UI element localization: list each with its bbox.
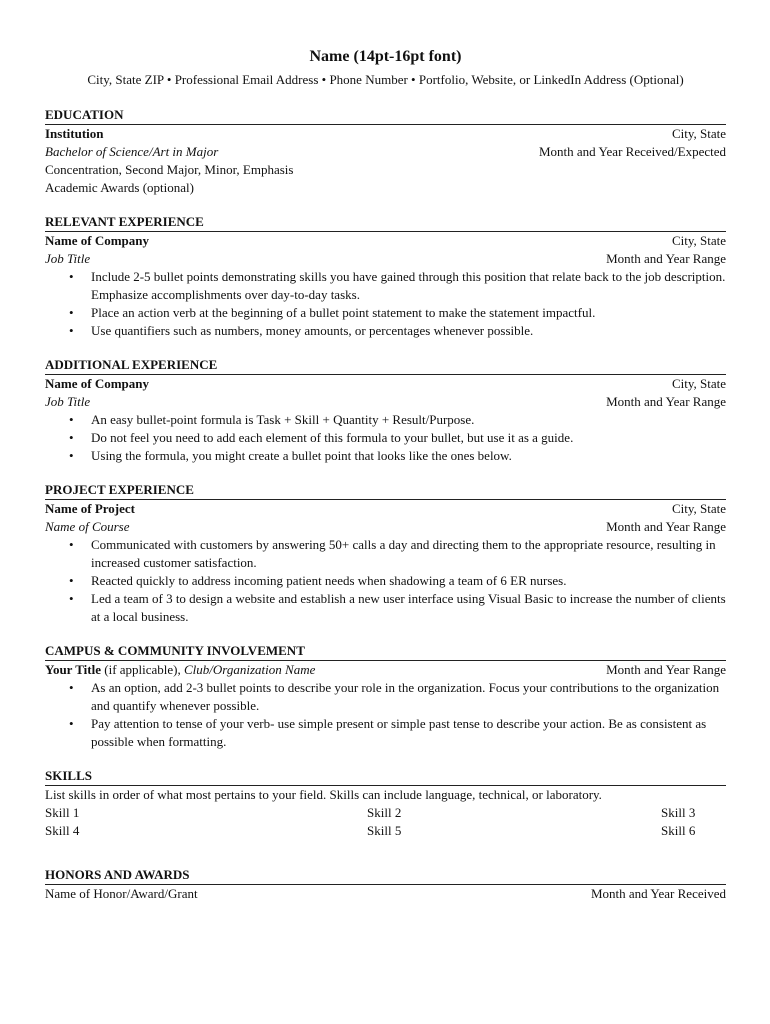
bullet-item: • Include 2-5 bullet points demonstrating skills you have gained through this position that relate back to the job description. Emphasize accomplishments over day-to-day tasks. <box>91 268 726 304</box>
degree-date: Month and Year Received/Expected <box>538 144 726 159</box>
skills-row <box>45 804 726 822</box>
section-heading-campus: CAMPUS & COMMUNITY INVOLVEMENT <box>45 642 726 661</box>
project-experience-section <box>45 481 726 626</box>
skill-item: Skill 6 <box>661 823 696 838</box>
bullet-item: • Place an action verb at the beginning of a bullet point statement to make the statement impactful. <box>91 304 726 322</box>
job-date: Month and Year Range <box>606 251 726 266</box>
skills-section <box>45 767 726 840</box>
job-title: Job Title <box>45 251 91 266</box>
bullet-item: • An easy bullet-point formula is Task + Skill + Quantity + Result/Purpose. <box>91 411 726 429</box>
education-row-2 <box>45 143 726 161</box>
organization-name: Club/Organization Name <box>184 662 316 677</box>
resume-name: Name (14pt-16pt font) <box>309 48 462 65</box>
contact-line: City, State ZIP • Professional Email Address • Phone Number • Portfolio, Website, or LinkedIn Address (Optional) <box>87 72 684 87</box>
additional-row-2 <box>45 393 726 411</box>
bullet-item: • Led a team of 3 to design a website and establish a new user interface using Visual Basic to increase the number of clients at a local business. <box>91 590 726 626</box>
bullet-item: • Using the formula, you might create a bullet point that looks like the ones below. <box>91 447 726 465</box>
relevant-row-2 <box>45 250 726 268</box>
bullet-list <box>45 411 726 465</box>
additional-row-1 <box>45 375 726 393</box>
education-awards: Academic Awards (optional) <box>45 180 194 195</box>
section-heading-skills: SKILLS <box>45 767 726 786</box>
bullet-list <box>45 536 726 626</box>
bullet-item: • Use quantifiers such as numbers, money amounts, or percentages whenever possible. <box>91 322 726 340</box>
additional-experience-section <box>45 356 726 465</box>
institution-location: City, State <box>671 126 726 141</box>
campus-involvement-section <box>45 642 726 751</box>
bullet-item: • Do not feel you need to add each element of this formula to your bullet, but use it as a guide. <box>91 429 726 447</box>
institution-name: Institution <box>45 126 104 141</box>
bullet-list <box>45 268 726 340</box>
project-date: Month and Year Range <box>606 519 726 534</box>
skill-item: Skill 5 <box>367 823 402 838</box>
job-title: Job Title <box>45 394 91 409</box>
campus-role <box>45 661 315 679</box>
role-title: Your Title <box>45 662 101 677</box>
company-name: Name of Company <box>45 233 149 248</box>
section-heading-relevant: RELEVANT EXPERIENCE <box>45 213 726 232</box>
relevant-row-1 <box>45 232 726 250</box>
project-row-2 <box>45 518 726 536</box>
skills-row <box>45 822 726 840</box>
campus-date: Month and Year Range <box>606 662 726 677</box>
honors-section <box>45 866 726 903</box>
project-location: City, State <box>671 501 726 516</box>
bullet-item: • Reacted quickly to address incoming patient needs when shadowing a team of 6 ER nurses. <box>91 572 726 590</box>
section-heading-additional: ADDITIONAL EXPERIENCE <box>45 356 726 375</box>
company-location: City, State <box>671 376 726 391</box>
section-heading-project: PROJECT EXPERIENCE <box>45 481 726 500</box>
skills-intro: List skills in order of what most pertains to your field. Skills can include language, technical, or laboratory. <box>45 787 602 802</box>
skill-item: Skill 2 <box>367 805 402 820</box>
honors-row <box>45 885 726 903</box>
honor-date: Month and Year Received <box>590 886 726 901</box>
section-heading-honors: HONORS AND AWARDS <box>45 866 726 885</box>
education-concentration: Concentration, Second Major, Minor, Emphasis <box>45 162 294 177</box>
education-section <box>45 106 726 197</box>
bullet-item: • Pay attention to tense of your verb- use simple present or simple past tense to describe your action. Be as consistent as possible when formatting. <box>91 715 726 751</box>
campus-row-1 <box>45 661 726 679</box>
section-heading-education: EDUCATION <box>45 106 726 125</box>
resume-page <box>45 47 726 903</box>
company-name: Name of Company <box>45 376 149 391</box>
bullet-item: • Communicated with customers by answering 50+ calls a day and directing them to the appropriate resource, resulting in increased customer satisfaction. <box>91 536 726 572</box>
skill-item: Skill 3 <box>661 805 696 820</box>
degree: Bachelor of Science/Art in Major <box>45 144 219 159</box>
skill-item: Skill 4 <box>45 823 80 838</box>
job-date: Month and Year Range <box>606 394 726 409</box>
company-location: City, State <box>671 233 726 248</box>
bullet-list <box>45 679 726 751</box>
course-name: Name of Course <box>45 519 130 534</box>
relevant-experience-section <box>45 213 726 340</box>
honor-name: Name of Honor/Award/Grant <box>45 886 198 901</box>
project-name: Name of Project <box>45 501 135 516</box>
education-row-1 <box>45 125 726 143</box>
project-row-1 <box>45 500 726 518</box>
skill-item: Skill 1 <box>45 805 80 820</box>
role-note: (if applicable), <box>101 662 185 677</box>
bullet-item: • As an option, add 2-3 bullet points to describe your role in the organization. Focus your contributions to the organization and quantify whenever possible. <box>91 679 726 715</box>
